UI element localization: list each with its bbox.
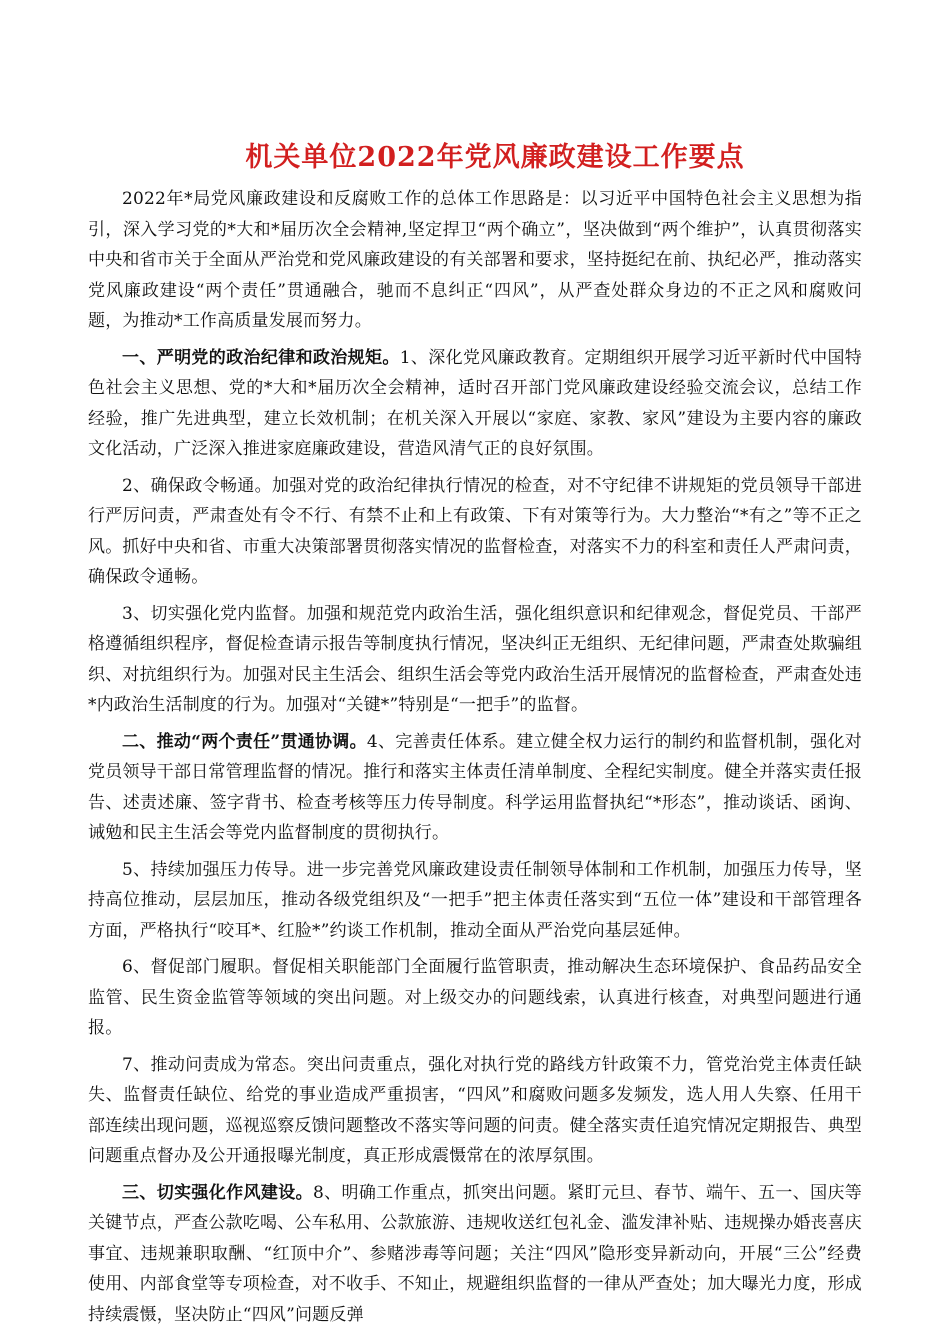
paragraph-item-5	[88, 855, 862, 947]
paragraph-item-7	[88, 1050, 862, 1172]
paragraph-text: 4、完善责任体系。建立健全权力运行的制约和监督机制，强化对党员领导干部日常管理监督的情况。推行和落实主体责任清单制度、全程纪实制度。健全并落实责任报告、述责述廉、签字背书、检查考核等压力传导制度。科学运用监督执纪“*形态”，推动谈话、函询、诫勉和民主生活会等党内监督制度的贯彻执行。	[88, 731, 862, 843]
paragraph-item-2	[88, 471, 862, 593]
paragraph-section-3	[88, 1178, 862, 1331]
section-heading: 二、推动“两个责任”贯通协调。	[122, 731, 367, 752]
paragraph-text: 2、确保政令畅通。加强对党的政治纪律执行情况的检查，对不守纪律不讲规矩的党员领导干部进行严厉问责，严肃查处有令不行、有禁不止和上有政策、下有对策等行为。大力整治“*有之”等不正之风。抓好中央和省、市重大决策部署贯彻落实情况的监督检查，对落实不力的科室和责任人严肃问责，确保政令通畅。	[88, 475, 862, 587]
document-title: 机关单位2022年党风廉政建设工作要点	[245, 142, 745, 173]
paragraph-section-2	[88, 727, 862, 849]
paragraph-text: 1、深化党风廉政教育。定期组织开展学习近平新时代中国特色社会主义思想、党的*大和*届历次全会精神，适时召开部门党风廉政建设经验交流会议，总结工作经验，推广先进典型，建立长效机制；在机关深入开展以“家庭、家教、家风”建设为主要内容的廉政文化活动，广泛深入推进家庭廉政建设，营造风清气正的良好氛围。	[88, 347, 863, 459]
paragraph-text: 3、切实强化党内监督。加强和规范党内政治生活，强化组织意识和纪律观念，督促党员、干部严格遵循组织程序，督促检查请示报告等制度执行情况，坚决纠正无组织、无纪律问题，严肃查处欺骗组织、对抗组织行为。加强对民主生活会、组织生活会等党内政治生活开展情况的监督检查，严肃查处违*内政治生活制度的行为。加强对“关键*”特别是“一把手”的监督。	[88, 603, 862, 715]
paragraph-text: 7、推动问责成为常态。突出问责重点，强化对执行党的路线方针政策不力，管党治党主体责任缺失、监督责任缺位、给党的事业造成严重损害，“四风”和腐败问题多发频发，选人用人失察、任用干部连续出现问题，巡视巡察反馈问题整改不落实等问题的问责。健全落实责任追究情况定期报告、典型问题重点督办及公开通报曝光制度，真正形成震慑常在的浓厚氛围。	[88, 1054, 862, 1166]
paragraph-intro	[88, 184, 862, 337]
paragraph-text: 8、明确工作重点，抓突出问题。紧盯元旦、春节、端午、五一、国庆等关键节点，严查公款吃喝、公车私用、公款旅游、违规收送红包礼金、滥发津补贴、违规操办婚丧喜庆事宜、违规兼职取酬、“红顶中介”、参赌涉毒等问题；关注“四风”隐形变异新动向，开展“三公”经费使用、内部食堂等专项检查，对不收手、不知止，规避组织监督的一律从严查处；加大曝光力度，形成持续震慑，坚决防止“四风”问题反弹	[88, 1182, 863, 1325]
paragraph-text: 6、督促部门履职。督促相关职能部门全面履行监管职责，推动解决生态环境保护、食品药品安全监管、民生资金监管等领域的突出问题。对上级交办的问题线索，认真进行核查，对典型问题进行通报。	[88, 957, 862, 1038]
paragraph-text: 5、持续加强压力传导。进一步完善党风廉政建设责任制领导体制和工作机制，加强压力传导，坚持高位推动，层层加压，推动各级党组织及“一把手”把主体责任落实到“五位一体”建设和干部管理各方面，严格执行“咬耳*、红脸*”约谈工作机制，推动全面从严治党向基层延伸。	[88, 859, 862, 941]
section-heading: 一、严明党的政治纪律和政治规矩。	[122, 347, 400, 368]
paragraph-text: 2022年*局党风廉政建设和反腐败工作的总体工作思路是：以习近平中国特色社会主义思想为指引，深入学习党的*大和*届历次全会精神,坚定捍卫“两个确立”，坚决做到“两个维护”，认真贯彻落实中央和省市关于全面从严治党和党风廉政建设的有关部署和要求，坚持挺纪在前、执纪必严，推动落实党风廉政建设“两个责任”贯通融合，驰而不息纠正“四风”，从严查处群众身边的不正之风和腐败问题，为推动*工作高质量发展而努力。	[88, 189, 862, 331]
section-heading: 三、切实强化作风建设。	[122, 1182, 313, 1203]
paragraph-item-6	[88, 952, 862, 1044]
paragraph-item-3	[88, 599, 862, 721]
paragraph-section-1	[88, 343, 862, 465]
